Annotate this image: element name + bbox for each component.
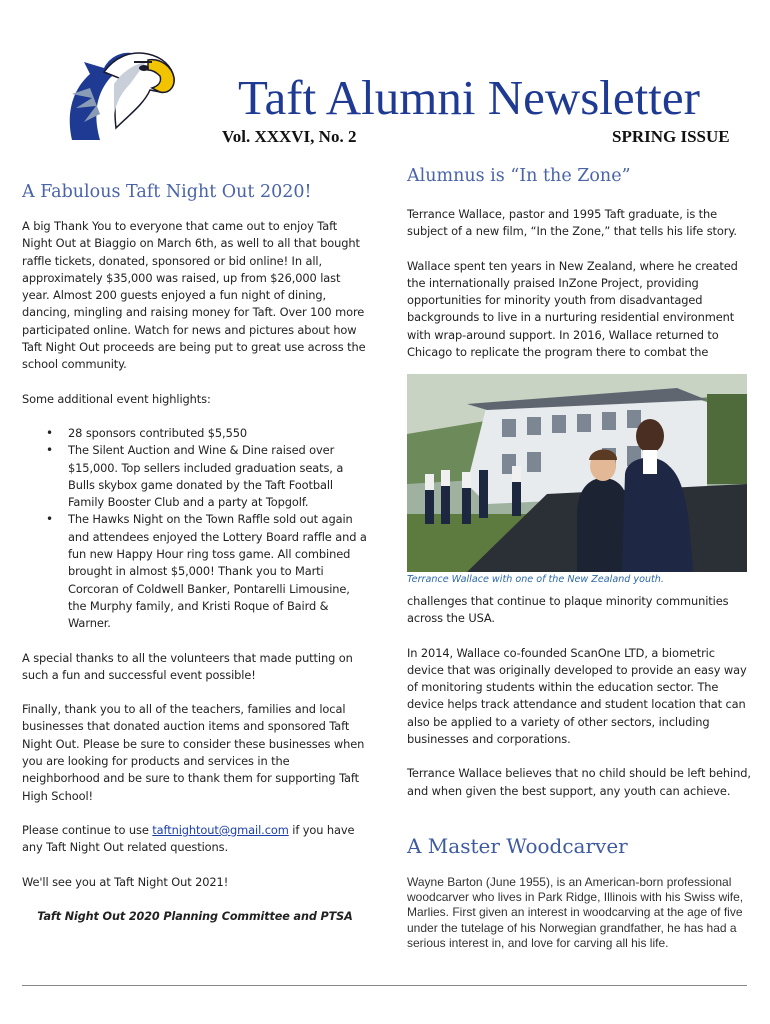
list-item: • The Hawks Night on the Town Raffle sold out again and attendees enjoyed the Lottery Board raffle and a fun new Happy Hour ring toss game. All combined brought in almost $5,000! Thank you to Marti Corcoran of Coldwell Banker, Pontarelli Limousine, the Murphy family, and Kristi Roque of Baird & Warner. xyxy=(22,511,368,632)
woodcarver-heading: A Master Woodcarver xyxy=(407,834,628,858)
alumnus-article-continued xyxy=(407,593,752,800)
masthead-title: Taft Alumni Newsletter xyxy=(238,70,700,125)
alumnus-paragraph-2: Wallace spent ten years in New Zealand, where he created the internationally praised InZone Project, providing opportunities for minority youth from disadvantaged backgrounds to live in a nurturing residential environment with wrap-around support. In 2016, Wallace returned to Chicago to replicate the program there to combat the xyxy=(407,258,738,360)
eagle-logo-icon xyxy=(64,32,178,148)
businesses-thanks: Finally, thank you to all of the teachers, families and local businesses that donated auction items and sponsored Taft Night Out. Please be sure to consider these businesses when you are looking for products and services in the neighborhood and be sure to thank them for supporting Taft High School! xyxy=(22,702,365,803)
volunteers-thanks: A special thanks to all the volunteers that made putting on such a fun and successful event possible! xyxy=(22,650,353,682)
night-out-intro: A big Thank You to everyone that came out to enjoy Taft Night Out at Biaggio on March 6th, as well to all that bought raffle tickets, donated, sponsored or bid online! In all, approximately $35,000 was raised, up from $26,000 last year. Almost 200 guests enjoyed a fun night of dining, dancing, mingling and raising money for Taft. Over 100 more participated online. Watch for news and pictures about how Taft Night Out proceeds are being put to great use across the school community. xyxy=(22,219,366,372)
email-link[interactable]: taftnightout@gmail.com xyxy=(152,822,289,837)
list-item: • 28 sponsors contributed $5,550 xyxy=(22,425,368,442)
alumnus-photo xyxy=(407,374,747,572)
night-out-heading: A Fabulous Taft Night Out 2020! xyxy=(22,182,312,202)
signature: Taft Night Out 2020 Planning Committee and PTSA xyxy=(37,909,353,923)
alumnus-paragraph-1: Terrance Wallace, pastor and 1995 Taft graduate, is the subject of a new film, “In the Zone,” that tells his life story. xyxy=(407,207,737,239)
alumnus-article xyxy=(407,164,752,361)
issue-name: SPRING ISSUE xyxy=(612,127,730,146)
alumnus-paragraph-5: Terrance Wallace believes that no child should be left behind, and when given the best support, any youth can achieve. xyxy=(407,766,751,798)
volume-number: Vol. XXXVI, No. 2 xyxy=(222,127,357,146)
woodcarver-text: Wayne Barton (June 1955), is an American-born professional woodcarver who lives in Park Ridge, Illinois with his Swiss wife, Marlies. First given an interest in woodcarving at the age of five under the tutelage of his Norwegian grandfather, he has had a serious interest in, and love for carving all his life. xyxy=(407,875,744,950)
photo-caption: Terrance Wallace with one of the New Zealand youth. xyxy=(407,574,664,585)
footer-divider xyxy=(22,985,747,986)
contact-paragraph xyxy=(22,822,368,857)
contact-text-before: Please continue to use xyxy=(22,822,153,837)
highlights-intro: Some additional event highlights: xyxy=(22,391,211,406)
see-you-text: We'll see you at Taft Night Out 2021! xyxy=(22,874,229,889)
alumnus-heading: Alumnus is “In the Zone” xyxy=(407,166,631,186)
night-out-article xyxy=(22,180,368,925)
alumnus-paragraph-4: In 2014, Wallace co-founded ScanOne LTD, a biometric device that was originally developed to provide an easy way of monitoring students within the education sector. The device helps track attendance and student location that can also be applied to a variety of other sectors, including businesses and corporations. xyxy=(407,645,747,747)
list-item: • The Silent Auction and Wine & Dine raised over $15,000. Top sellers included graduation seats, a Bulls skybox game donated by the Taft Football Family Booster Club and a party at Topgolf. xyxy=(22,442,368,511)
contact-text-after: if you have any Taft Night Out related questions. xyxy=(22,822,355,855)
alumnus-paragraph-3: challenges that continue to plaque minority communities across the USA. xyxy=(407,594,729,626)
highlights-list xyxy=(22,425,368,633)
